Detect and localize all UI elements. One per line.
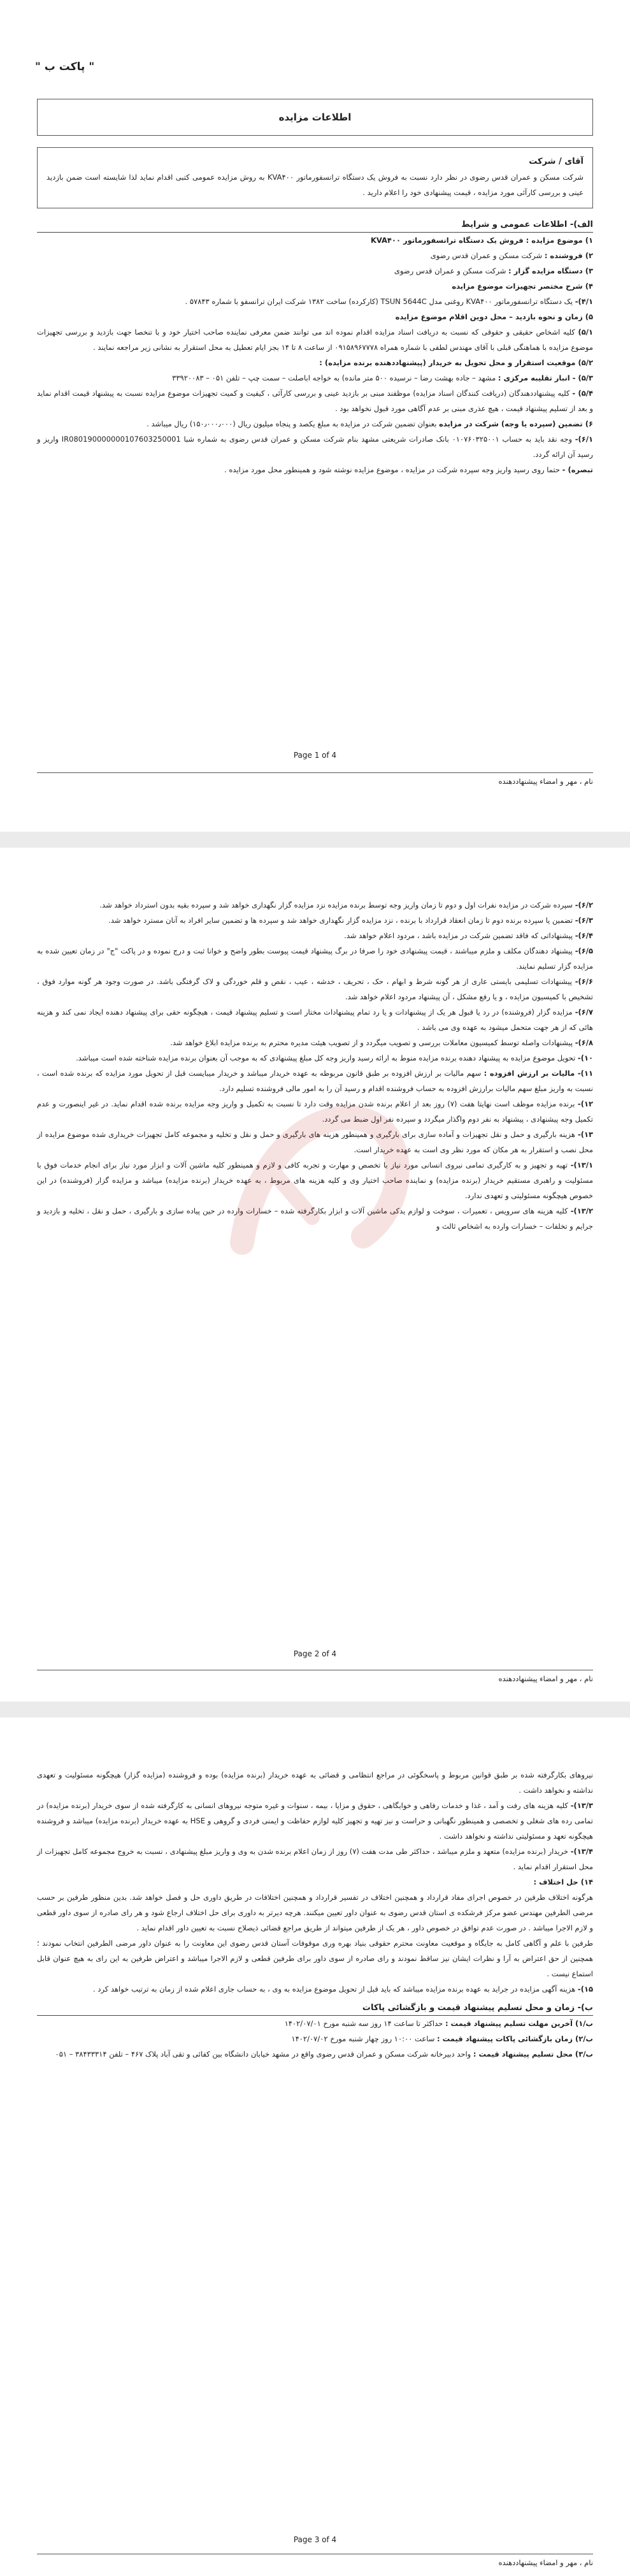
clause-lead: ۶/۴)- (575, 931, 593, 940)
clause-lead: ۴/۱)- (575, 297, 593, 306)
clause-paragraph (37, 386, 593, 416)
document-page-2 (0, 848, 630, 1702)
clause-text: خریدار (برنده مزایده) متعهد و ملزم میباشد ، حداکثر طی مدت هفت (۷) روز از زمان اعلام برنده شدن به وی و واریز مبلغ پیشنهادی ، نسبت به خروج مجموعه کامل تجهیزات از محل استقرار اقدام نماید . (37, 1847, 593, 1871)
clause-lead: ب/۲) زمان بازگشائی پاکات پیشنهاد قیمت : (437, 2034, 593, 2043)
clause-text: سهم مالیات بر ارزش افزوده بر طبق قانون مربوطه به عهده خریدار میباشد و خریدار میبایست قبل از تحویل مورد مزایده که برنده شده است ، نسبت به واریز مبلغ سهم مالیات برارزش افزوده به حساب فروشنده اقدام و رسید آن را به امور مالی فروشنده تسلیم دارد. (37, 1069, 593, 1093)
clause-text: واحد دبیرخانه شرکت مسکن و عمران قدس رضوی واقع در مشهد خیابان دانشگاه بین کفائی و تقی آباد پلاک ۴۶۷ – تلفن ۳۸۴۳۳۳۱۴ – ۰۵۱ (55, 2050, 471, 2059)
clause-lead: ب/۱) آخرین مهلت تسلیم پیشنهاد قیمت : (445, 2019, 593, 2028)
clause-lead: ۱۰)- (577, 1053, 593, 1062)
clause-text: کلیه هزینه های رفت و آمد ، غذا و خدمات رفاهی و خوابگاهی ، حقوق و مزایا ، بیمه ، سنوات و غیره متوجه نیروهای انسانی به کارگرفته شده از سوی خریدار (برنده مزایده) در تمامی رده های شغلی و تخصصی و همینطور نگهبانی و حراست و نیز تهیه و تجهیز کلیه لوازم حفاظت و ایمنی فردی و گروهی و HSE به عهده خریدار (برنده مزایده) میباشد و فروشنده هیچگونه تعهد و مسئولیتی نداشته و نخواهد داشت . (37, 1801, 593, 1841)
clause-paragraph (37, 1157, 593, 1203)
clause-text: طرفین با علم و آگاهی کامل به جایگاه و موقعیت معاونت محترم حقوقی بنیاد بهره وری موقوفات آستان قدس رضوی این معاونت را به عنوان داور مرضی الطرفین انتخاب نمودند ؛ همچنین از حق اعتراض به آرا و نظرات ایشان نیز ساقط نمودند و رای صادره از سوی داور برای طرفین قطعی و لازم الاجرا میباشد و اعتراض طرفین به این رای به هیچ عنوان قابل استماع نیست . (37, 1939, 593, 1978)
clause-text: کلیه پیشنهاددهندگان (دریافت کنندگان اسناد مزایده) موظفند مبنی بر بازدید عینی و بررسی کارآئی ، کیفیت و کمیت تجهیزات موضوع مزایده نسبت به پیشنهاد قیمت اقدام نماید و بعد از تسلیم پیشنهاد قیمت ، هیچ عذری مبنی بر عدم آگاهی مورد قبول نخواهد بود . (37, 389, 593, 413)
clause-paragraph (37, 1035, 593, 1050)
clause-text: حداکثر تا ساعت ۱۴ روز سه شنبه مورخ ۱۴۰۲/۰۷/۰۱ (284, 2019, 443, 2028)
clause-paragraph (37, 1981, 593, 1997)
clause-text: هزینه بارگیری و حمل و نقل تجهیزات و آماده سازی برای بارگیری و همینطور هزینه های بارگیری و حمل و نقل و تخلیه و مجموعه کامل تجهیزات خریداری شده موضوع مزایده از محل نصب و استقرار به هر مکان که مورد نظر وی است به عهده خریدار است. (37, 1130, 593, 1154)
clause-lead: ۶/۵)- (575, 946, 594, 955)
clause-paragraph (37, 974, 593, 1004)
intro-heading: آقای / شرکت (529, 157, 583, 166)
clause-text: تهیه و تجهیز و به کارگیری تمامی نیروی انسانی مورد نیاز با تخصص و مهارت و تجربه کافی و لازم و همینطور کلیه ماشین آلات و ابزار مورد نیاز برای انجام خدمات فوق با مسئولیت و راهبری مستقیم خریدار (برنده مزایده) و نماینده صاحب اختیار وی و کلیه هزینه های مربوط ، به عهده خریدار (برنده مزایده) میباشد و مزایده گزار (فروشنده) در این خصوص هیچگونه مسئولیتی و تعهدی ندارد. (37, 1161, 593, 1200)
clause-lead: تبصره) - (562, 465, 593, 474)
page-3-paragraphs (0, 1718, 630, 1997)
section-b-paragraphs (0, 2016, 630, 2062)
signature-line: نام ، مهر و امضاء پیشنهاددهنده (37, 772, 593, 786)
clause-paragraph (37, 355, 593, 370)
document-title (37, 99, 593, 136)
clause-paragraph (37, 1203, 593, 1234)
clause-lead: ۶) تضمین (سپرده یا وجه) شرکت در مزایده (439, 419, 593, 428)
clause-text: شرکت مسکن و عمران قدس رضوی (430, 251, 543, 260)
clause-lead: ۱) موضوع مزایده : فروش یک دستگاه ترانسفورماتور KVA۴۰۰ (370, 236, 593, 245)
clause-paragraph (37, 1767, 593, 1798)
clause-lead: ۶/۱)- (575, 435, 593, 444)
clause-paragraph (37, 279, 593, 294)
clause-text: سپرده شرکت در مزایده نفرات اول و دوم تا زمان واریز وجه توسط برنده مزایده نزد مزایده گزار نگهداری خواهد شد و سپرده بقیه بدون استرداد خواهد شد. (99, 901, 573, 909)
clause-paragraph (37, 370, 593, 386)
clause-text: نیروهای بکارگرفته شده بر طبق قوانین مربوط و پاسخگوئی در مراجع انتظامی و قضائی به عهده خریدار (برنده مزایده) بوده و فروشنده (مزایده گزار) هیچگونه مسئولیت و تعهدی نداشته و نخواهد داشت . (37, 1770, 593, 1795)
clause-lead: ۵/۲) موقعیت استقرار و محل تحویل به خریدار (پیشنهاددهنده برنده مزایده) : (319, 358, 593, 367)
clause-lead: ۱۱)- مالیات بر ارزش افزوده : (483, 1069, 593, 1078)
clause-lead: ۱۴) حل اختلاف : (533, 1878, 593, 1886)
clause-lead: ۴) شرح مختصر تجهیزات موضوع مزایده (452, 282, 593, 291)
clause-lead: ۶/۷)- (575, 1008, 594, 1017)
clause-paragraph (37, 913, 593, 928)
clause-paragraph (37, 462, 593, 477)
page-number: Page 1 of 4 (293, 751, 337, 760)
intro-box (37, 147, 593, 208)
clause-text: مزایده گزار (فروشنده) در رد یا قبول هر یک از پیشنهادات و یا رد تمام پیشنهادات مختار است و تسلیم پیشنهاد قیمت ، هیچگونه حقی برای پیشنهاد دهنده ایجاد نمی کند و هزینه هائی که از هر جهت متحمل میشود به عهده وی می باشد . (37, 1008, 593, 1032)
clause-text: مشهد – جاده بهشت رضا – نرسیده ۵۰۰ متر مانده) به خواجه اباصلت – سمت چپ – تلفن ۰۵۱ – ۳۳۹۲۰۰۸۳ (172, 373, 496, 382)
page-2-paragraphs (0, 848, 630, 1234)
clause-paragraph (37, 431, 593, 462)
document-page-1 (0, 0, 630, 832)
section-a-heading: الف)- اطلاعات عمومی و شرایط (37, 220, 593, 233)
clause-text: یک دستگاه ترانسفورماتور KVA۴۰۰ روغنی مدل TSUN 5644C (کارکرده) ساخت ۱۳۸۲ شرکت ایران ترانسفو با شماره ۵۷۸۴۳ . (185, 297, 573, 306)
clause-paragraph (37, 2016, 593, 2031)
clause-paragraph (37, 1798, 593, 1844)
clause-text: پیشنهادات تسلیمی بایستی عاری از هر گونه شرط و ابهام ، حک ، تحریف ، خدشه ، عیب ، نقص و قلم خوردگی و لاک گرفتگی باشد. در صورت وجود هر گونه موارد فوق ، تشخیص با کمیسیون مزایده ، و یا رفع مشکل ، آن پیشنهاد مردود اعلام خواهد شد. (37, 977, 593, 1001)
clause-paragraph (37, 233, 593, 248)
package-label: " پاکت ب " (35, 61, 95, 73)
clause-text: ساعت ۱۰:۰۰ روز چهار شنبه مورخ ۱۴۰۲/۰۷/۰۲ (291, 2034, 435, 2043)
page-number: Page 2 of 4 (293, 1649, 337, 1658)
page-1-paragraphs (0, 233, 630, 477)
clause-paragraph (37, 1050, 593, 1066)
clause-paragraph (37, 1004, 593, 1035)
clause-text: هزینه آگهی مزایده در جراید به عهده برنده مزایده میباشد که باید قبل از تحویل موضوع مزایده به وی ، به حساب جاری اعلام شده از زمان به ترتیب خواهد کرد . (93, 1985, 576, 1994)
clause-paragraph (37, 897, 593, 913)
clause-lead: ۱۳/۲)- (570, 1206, 594, 1215)
intro-text: شرکت مسکن و عمران قدس رضوی در نظر دارد نسبت به فروش یک دستگاه ترانسفورماتور KVA۴۰۰ به روش مزایده عمومی کتبی اقدام نماید لذا شایسته است ضمن بازدید عینی و بررسی کارآئی مورد مزایده ، قیمت پیشنهادی خود را اعلام دارید . (47, 173, 583, 197)
clause-text: پیشنهادات واصله توسط کمیسیون معاملات بررسی و تصویب میگردد و از تصویب هیئت مدیره محترم به برنده مزایده ابلاغ خواهد شد. (170, 1038, 573, 1047)
page-number: Page 3 of 4 (293, 2535, 337, 2544)
clause-lead: ۶/۶)- (575, 977, 593, 986)
clause-paragraph (37, 928, 593, 943)
clause-text: حتما روی رسید واریز وجه سپرده شرکت در مزایده ، موضوع مزایده نوشته شود و همینطور محل مورد مزایده . (224, 465, 561, 474)
clause-paragraph (37, 1936, 593, 1981)
clause-lead: ۶/۸)- (575, 1038, 593, 1047)
clause-text: بعنوان تضمین شرکت در مزایده به مبلغ یکصد و پنجاه میلیون ریال (۱۵۰٫۰۰۰٫۰۰۰) ریال میباشد . (147, 419, 437, 428)
signature-line: نام ، مهر و امضاء پیشنهاددهنده (37, 1670, 593, 1683)
signature-line: نام ، مهر و امضاء پیشنهاددهنده (37, 2554, 593, 2567)
document-page-3 (0, 1718, 630, 2576)
clause-paragraph (37, 1890, 593, 1936)
clause-paragraph (37, 2031, 593, 2046)
clause-text: تضمین یا سپرده برنده دوم تا زمان انعقاد قرارداد با برنده ، نزد مزایده گزار نگهداری خواهد شد و سپرده ها و تضمین سایر افراد به آنان مسترد خواهد شد. (108, 916, 573, 925)
clause-lead: ۵) زمان و نحوه بازدید – محل دوین اقلام موضوع مزایده (395, 312, 593, 321)
clause-lead: ۱۳/۱)- (570, 1161, 594, 1169)
clause-text: کلیه هزینه های سرویس ، تعمیرات ، سوخت و لوازم یدکی ماشین آلات و ابزار بکارگرفته شده – خسارات وارده در حین پیاده سازی و بارگیری ، حمل و نقل ، تخلیه و بازدید و جرایم و تخلفات – خسارات وارده به اشخاص ثالث و (37, 1206, 593, 1231)
clause-lead: ۱۲)- (577, 1099, 593, 1108)
clause-paragraph (37, 1066, 593, 1096)
clause-lead: ۵/۴) - (572, 389, 593, 398)
clause-lead: ب/۳) محل تسلیم پیشنهاد قیمت : (473, 2050, 593, 2059)
clause-paragraph (37, 294, 593, 309)
clause-lead: ۶/۲)- (575, 901, 593, 909)
clause-lead: ۱۵)- (577, 1985, 593, 1994)
clause-text: تحویل موضوع مزایده به پیشنهاد دهنده برنده مزایده منوط به ارائه رسید واریز وجه کل مبلغ پیشنهادی که به موجب آن بعنوان برنده مزایده شناخته شده است میباشد. (76, 1053, 576, 1062)
clause-paragraph (37, 324, 593, 355)
clause-lead: ۱۳/۳)- (570, 1801, 594, 1810)
document-title-text: اطلاعات مزایده (278, 112, 352, 123)
clause-paragraph (37, 248, 593, 263)
clause-text: پیشنهاداتی که فاقد تضمین شرکت در مزایده باشد ، مردود اعلام خواهد شد. (344, 931, 573, 940)
clause-text: برنده مزایده موظف است نهایتا هفت (۷) روز بعد از اعلام برنده شدن مزایده وقت دارد تا نسبت به تکمیل و واریز وجه مزایده برنده شده اقدام نماید. در غیر اینصورت و عدم تکمیل وجه پیشنهادی ، پیشنهاد به نفر دوم واگذار میگردد و سپرده نفر اول ضبط می گردد. (37, 1099, 593, 1124)
clause-text: وجه نقد باید به حساب ۰۱۰۷۶۰۳۲۵۰۰۱ بانک صادرات شریعتی مشهد بنام شرکت مسکن و عمران قدس رضوی به شماره شبا IR080190000000107603250001 واریز و رسید آن ارائه گردد. (37, 435, 593, 459)
clause-paragraph (37, 1844, 593, 1874)
clause-paragraph (37, 2046, 593, 2062)
clause-text: شرکت مسکن و عمران قدس رضوی (394, 266, 506, 275)
clause-lead: ۲) فروشنده : (544, 251, 593, 260)
clause-paragraph (37, 309, 593, 324)
clause-lead: ۵/۱) (578, 328, 593, 336)
clause-paragraph (37, 416, 593, 431)
clause-paragraph (37, 1874, 593, 1890)
clause-text: پیشنهاد دهندگان مکلف و ملزم میباشند ، قیمت پیشنهادی خود را صرفا در برگ پیشنهاد قیمت پیوست بطور واضح و خوانا ثبت و درج نموده و در پاکت "ج" در زمان تعیین شده به مزایده گزار تسلیم نمایند. (37, 946, 593, 971)
clause-paragraph (37, 263, 593, 279)
clause-lead: ۵/۳) - انبار تقلیبه مرکزی : (498, 373, 593, 382)
clause-paragraph (37, 943, 593, 974)
clause-lead: ۱۳)- (577, 1130, 594, 1139)
clause-paragraph (37, 1096, 593, 1127)
clause-lead: ۱۳/۴)- (570, 1847, 594, 1856)
clause-paragraph (37, 1127, 593, 1157)
clause-text: هرگونه اختلاف طرفین در خصوص اجرای مفاد قرارداد و همچنین اختلاف در تفسیر قرارداد و همچنین اختلافات در طریق داوری حل و فصل خواهد شد. بدین منظور طرفین بر حسب مرضی الطرفین مهندس عضو مرکز فرشکده ی استان قدس رضوی به عنوان داور تعیین میکنند. هرچه دیرتر به داوری برای حل اختلاف ارجاع شود و هر رای صادره از سوی داور قطعی و لازم الاجرا میباشد . در صورت عدم توافق در خصوص داور ، هر یک از طرفین میتواند از طریق مراجع قضائی ذیصلاح نسبت به تعیین داور اقدام نماید . (37, 1893, 593, 1932)
clause-lead: ۳) دستگاه مزایده گزار : (508, 266, 593, 275)
clause-lead: ۶/۳)- (575, 916, 593, 925)
section-b-heading: ب)- زمان و محل تسلیم پیشنهاد قیمت و بازگشائی پاکات (37, 2003, 593, 2016)
clause-text: کلیه اشخاص حقیقی و حقوقی که نسبت به دریافت اسناد مزایده اقدام نموده اند می توانند ضمن معرفی نماینده صاحب اختیار خود و با تنخصا جهت بازدید و بررسی تجهیزات موضوع مزایده با هماهنگی قبلی با آقای مهندس لطفی با شماره همراه ۰۹۱۵۸۹۶۷۷۷۸ از ساعت ۸ تا ۱۴ بجز ایام تعطیل به محل استقرار به نشانی زیر مراجعه نمایند . (37, 328, 593, 352)
